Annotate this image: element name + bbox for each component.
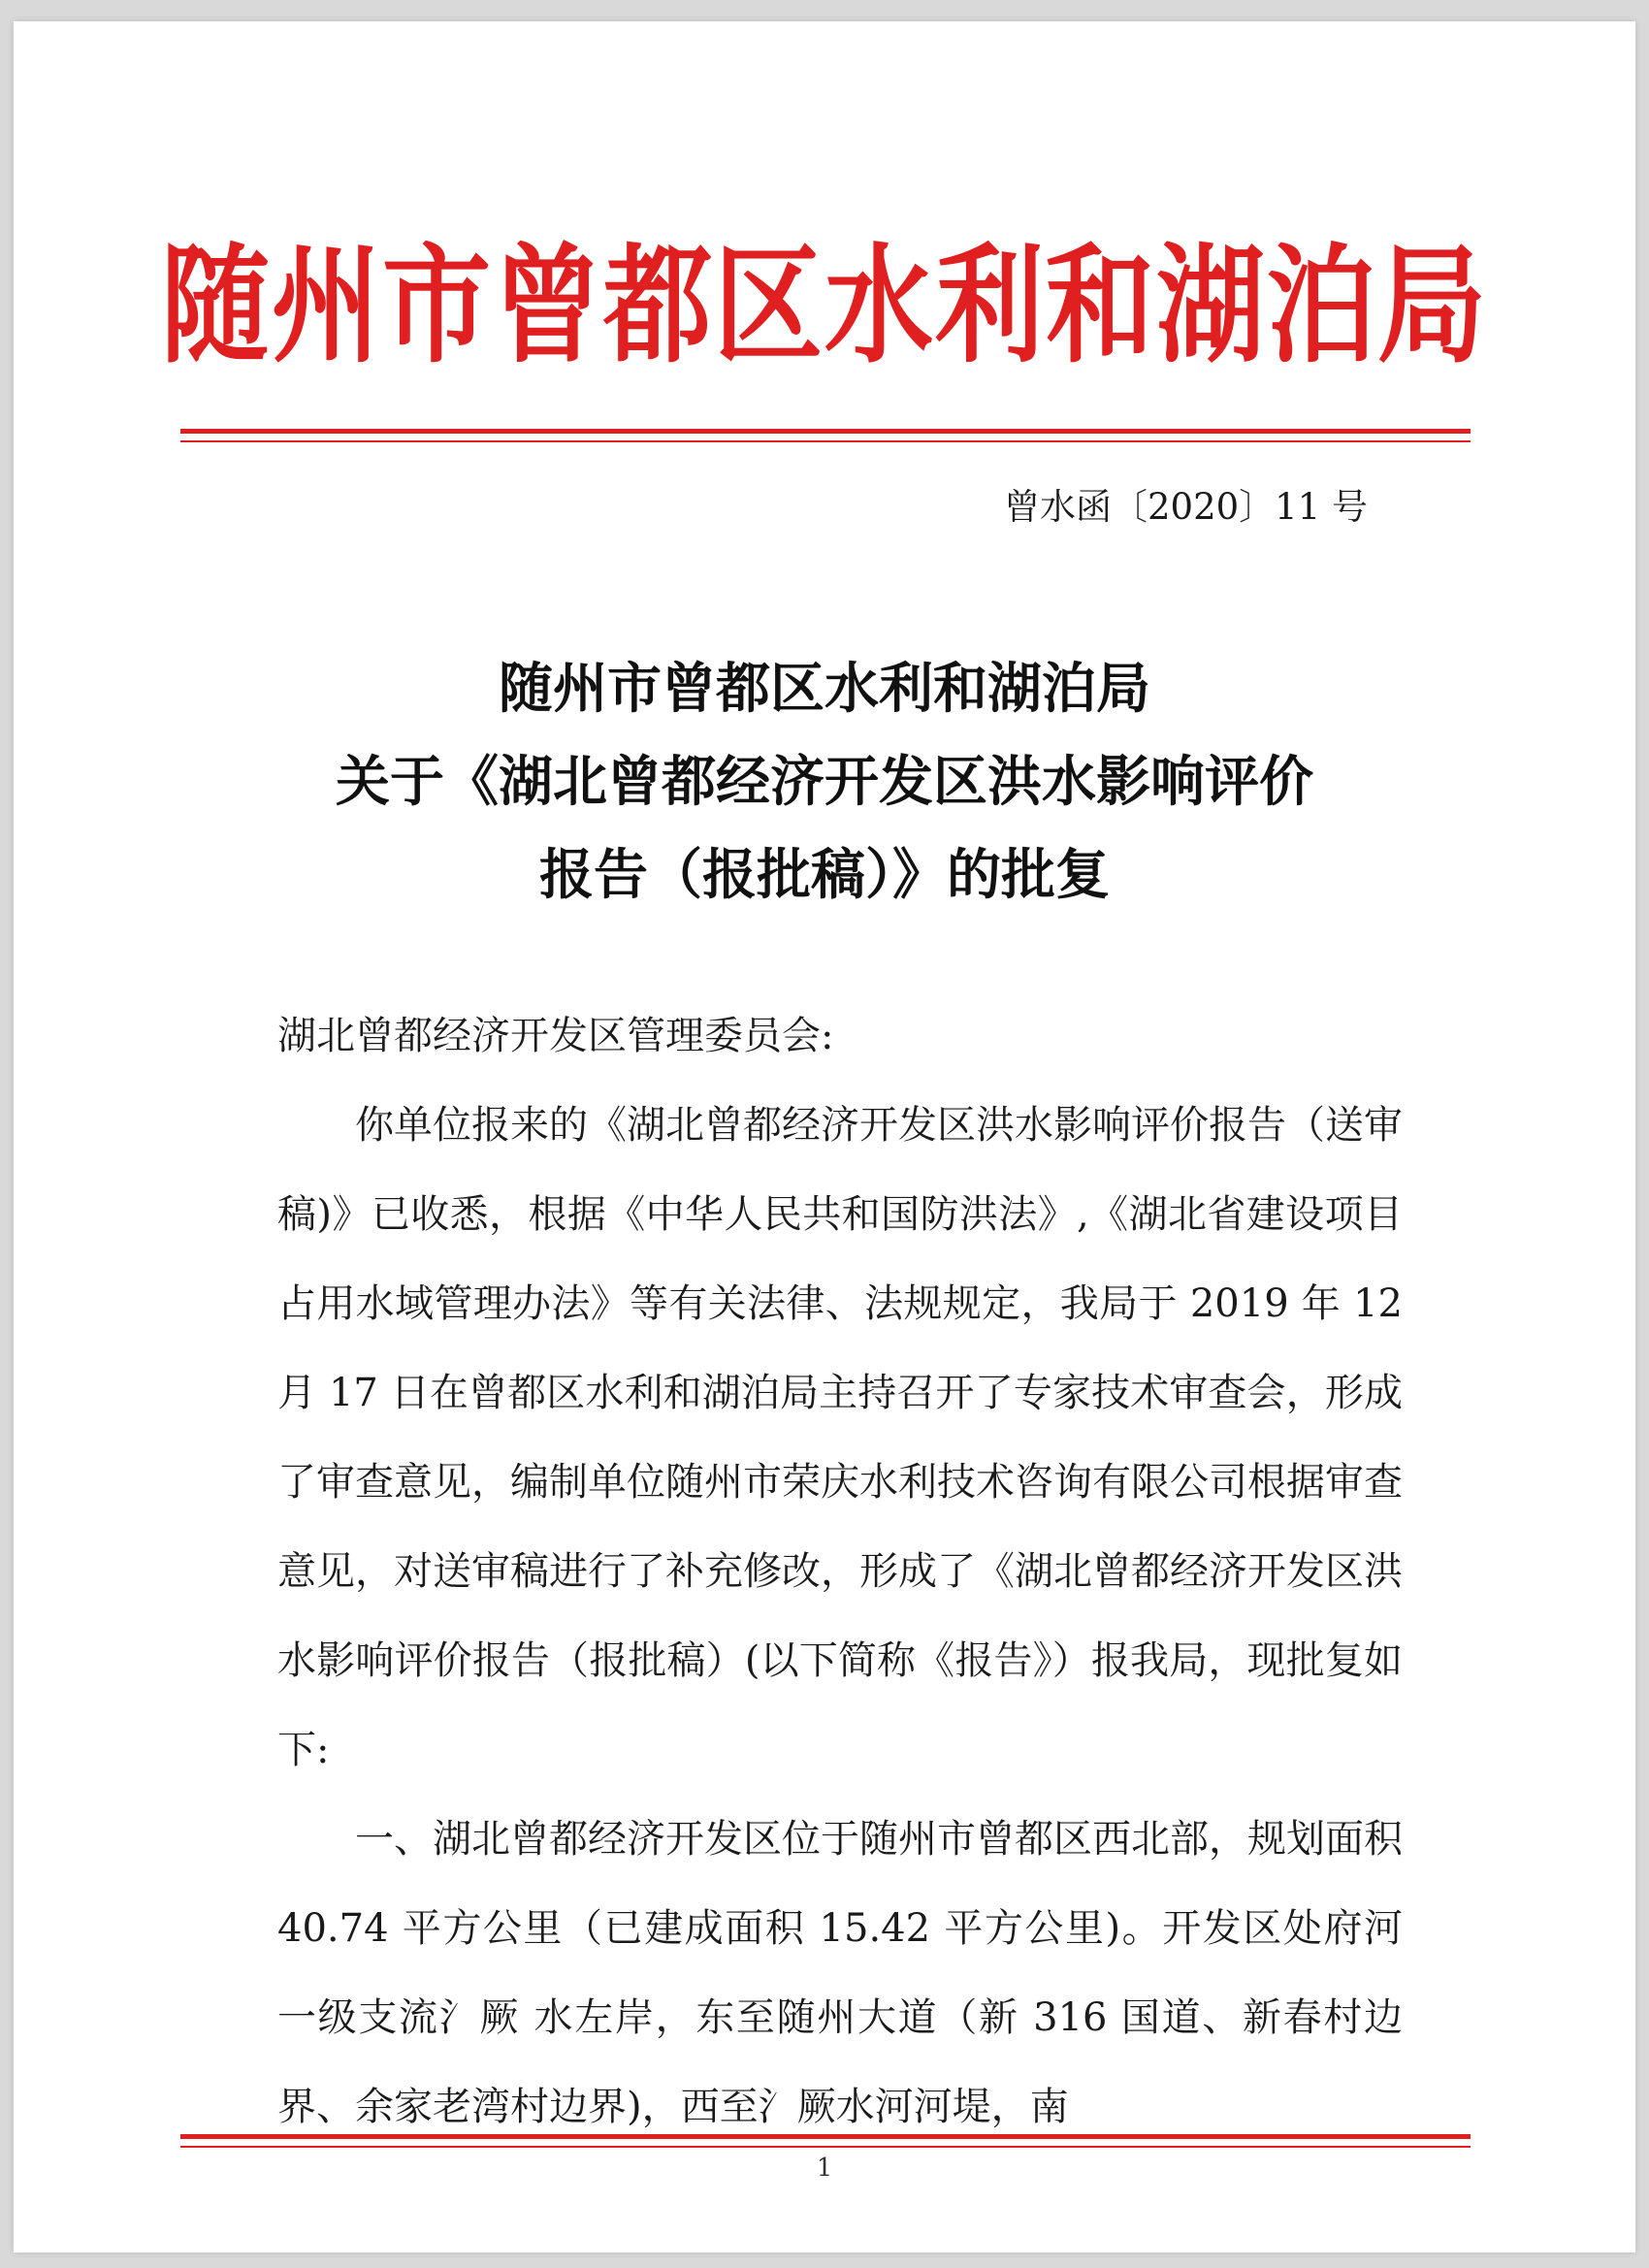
body-paragraph-2: 一、湖北曾都经济开发区位于随州市曾都区西北部，规划面积 40.74 平方公里（已建成面积 15.42 平方公里)。开发区处府河一级支流氵厥 水左岸，东至随州大道（新 316 国道、新春村边界、余家老湾村边界)，西至氵厥水河河堤，南: [277, 1817, 1403, 2129]
agency-red-header: 随州市曾都区水利和湖泊局: [161, 231, 1488, 381]
footer-red-rule-thin: [180, 2146, 1471, 2148]
footer-red-rule-thick: [180, 2134, 1471, 2139]
addressee: 湖北曾都经济开发区管理委员会:: [277, 1014, 834, 1058]
title-line-2: 关于《湖北曾都经济开发区洪水影响评价: [336, 750, 1313, 814]
document-body: [277, 991, 1403, 2152]
document-number: 曾水函〔2020〕11 号: [1003, 486, 1368, 528]
title-line-3: 报告（报批稿）》的批复: [539, 843, 1110, 907]
body-paragraph-1: 你单位报来的《湖北曾都经济开发区洪水影响评价报告（送审稿)》已收悉，根据《中华人民共和国防洪法》,《湖北省建设项目占用水域管理办法》等有关法律、法规规定，我局于 2019 年 12 月 17 日在曾都区水利和湖泊局主持召开了专家技术审查会，形成了审查意见，编制单位随州市荣庆水利技术咨询有限公司根据审查意见，对送审稿进行了补充修改，形成了《湖北曾都经济开发区洪水影响评价报告（报批稿）(以下简称《报告》）报我局，现批复如下:: [277, 1103, 1403, 1772]
header-red-rule-thin: [180, 440, 1471, 442]
document-title: [14, 642, 1635, 922]
document-page: [14, 21, 1635, 2252]
page-number: 1: [816, 2154, 833, 2183]
title-line-1: 随州市曾都区水利和湖泊局: [499, 657, 1150, 721]
header-red-rule-thick: [180, 429, 1471, 434]
